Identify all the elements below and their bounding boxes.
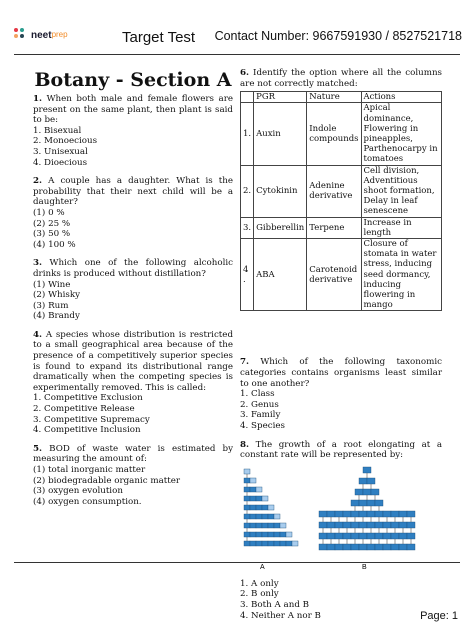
- cell: [256, 523, 262, 528]
- cell: [351, 544, 359, 550]
- cell: [250, 541, 256, 546]
- cell: [367, 478, 375, 484]
- question-stem: Identify the option where all the columns are not correctly matched:: [240, 68, 443, 89]
- table-cell: Closure of stomata in water stress, inducing seed dormancy, inducing flowering in mango: [361, 239, 441, 311]
- question-stem: A couple has a daughter. What is the probability that their next child will be a daughter?: [33, 176, 233, 208]
- table-cell: 3.: [241, 217, 254, 238]
- option[interactable]: 4. Competitive Inclusion: [33, 425, 141, 436]
- option[interactable]: 2. Competitive Release: [33, 404, 135, 415]
- cell: [383, 522, 391, 528]
- figure-b-label: B: [362, 563, 367, 571]
- cell: [407, 511, 415, 517]
- question-8: [240, 440, 442, 622]
- cell: [367, 533, 375, 539]
- cell: [256, 496, 262, 501]
- cell: [244, 505, 250, 510]
- question-number: 7.: [240, 357, 250, 368]
- table-cell: Gibberellin: [254, 217, 307, 238]
- cell: [399, 533, 407, 539]
- cell: [343, 522, 351, 528]
- cell: [262, 532, 268, 537]
- option[interactable]: (4) 100 %: [33, 239, 76, 250]
- cell: [375, 522, 383, 528]
- table-cell: 2.: [241, 165, 254, 217]
- cell: [327, 544, 335, 550]
- cell: [268, 541, 274, 546]
- contact-number: Contact Number: 9667591930 / 8527521718: [214, 29, 462, 43]
- option[interactable]: (1) 0 %: [33, 207, 65, 218]
- cell: [244, 541, 250, 546]
- option[interactable]: 4. Species: [240, 421, 285, 432]
- table-header: PGR: [254, 92, 307, 103]
- table-cell: 1.: [241, 103, 254, 165]
- cell: [327, 522, 335, 528]
- question-7: [240, 357, 442, 431]
- table-row: [241, 239, 442, 311]
- cell: [262, 496, 268, 501]
- question-number: 3.: [33, 258, 43, 269]
- option[interactable]: 2. Monoecious: [33, 136, 98, 147]
- option[interactable]: 4. Neither A nor B: [240, 610, 321, 621]
- cell: [262, 541, 268, 546]
- table-cell: Cell division, Adventitious shoot formation, Delay in leaf senescene: [361, 165, 441, 217]
- logo-text: neet$^{prep}$: [31, 29, 68, 41]
- table-row: [241, 103, 442, 165]
- question-number: 8.: [240, 439, 250, 450]
- cell: [319, 544, 327, 550]
- option[interactable]: 3. Unisexual: [33, 146, 88, 157]
- left-column: [33, 68, 233, 515]
- cell: [250, 505, 256, 510]
- cell: [399, 511, 407, 517]
- question-stem: Which of the following taxonomic categories contains organisms least similar to one another?: [240, 357, 442, 389]
- option[interactable]: (1) Wine: [33, 279, 71, 290]
- question-2: [33, 176, 233, 250]
- footer-divider: [14, 562, 460, 563]
- table-header: Actions: [361, 92, 441, 103]
- table-cell: Increase in length: [361, 217, 441, 238]
- option[interactable]: (4) Brandy: [33, 311, 80, 322]
- question-number: 4.: [33, 329, 43, 340]
- option[interactable]: 3. Family: [240, 410, 281, 421]
- cell: [351, 500, 359, 506]
- cell: [262, 523, 268, 528]
- cell: [335, 511, 343, 517]
- cell: [327, 511, 335, 517]
- cell: [286, 532, 292, 537]
- option[interactable]: 1. Class: [240, 389, 275, 400]
- cell: [244, 496, 250, 501]
- question-number: 6.: [240, 68, 250, 78]
- section-title: Botany - Section A: [34, 69, 232, 91]
- table-cell: ABA: [254, 239, 307, 311]
- cell: [359, 500, 367, 506]
- table-cell: Terpene: [307, 217, 361, 238]
- cell: [244, 523, 250, 528]
- cell: [363, 467, 371, 473]
- cell: [391, 544, 399, 550]
- question-stem: BOD of waste water is estimated by measuring the amount of:: [33, 443, 233, 465]
- cell: [407, 533, 415, 539]
- option[interactable]: 2. Genus: [240, 399, 279, 410]
- option[interactable]: (1) total inorganic matter: [33, 465, 146, 475]
- option[interactable]: (2) Whisky: [33, 290, 81, 301]
- cell: [363, 489, 371, 495]
- cell: [250, 478, 256, 483]
- cell: [244, 469, 250, 474]
- cell: [351, 522, 359, 528]
- question-stem: When both male and female flowers are present on the same plant, then plant is said to be:: [33, 94, 234, 126]
- table-header-row: [241, 92, 442, 103]
- cell: [256, 541, 262, 546]
- option[interactable]: (3) oxygen evolution: [33, 486, 123, 497]
- option[interactable]: (4) oxygen consumption.: [33, 496, 142, 507]
- cell: [268, 514, 274, 519]
- figure-a-label: A: [260, 563, 265, 571]
- cell: [280, 532, 286, 537]
- question-number: 2.: [33, 176, 43, 187]
- cell: [250, 496, 256, 501]
- question-stem: Which one of the following alcoholic drinks is produced without distillation?: [33, 258, 233, 279]
- cell: [375, 511, 383, 517]
- cell: [391, 522, 399, 528]
- cell: [399, 544, 407, 550]
- cell: [244, 532, 250, 537]
- option[interactable]: 3. Competitive Supremacy: [33, 414, 150, 425]
- cell: [367, 544, 375, 550]
- cell: [280, 541, 286, 546]
- page-number: Page: 1: [420, 610, 458, 622]
- test-title: Target Test: [122, 29, 196, 46]
- header-divider: [14, 54, 460, 55]
- cell: [268, 523, 274, 528]
- cell: [327, 533, 335, 539]
- cell: [335, 533, 343, 539]
- cell: [274, 523, 280, 528]
- cell: [256, 487, 262, 492]
- cell: [343, 511, 351, 517]
- question-4: [33, 330, 233, 436]
- cell: [319, 533, 327, 539]
- question-6: [240, 68, 442, 311]
- question-stem: A species whose distribution is restricted to a small geographical area because of the presence of a competitively superior species is found to expand its distributional range dramatically when the competing species is experimentally removed. This is called:: [33, 329, 233, 393]
- cell: [280, 523, 286, 528]
- cell: [391, 511, 399, 517]
- right-column: [240, 68, 442, 629]
- table-header: [241, 92, 254, 103]
- cell: [319, 511, 327, 517]
- question-3: [33, 258, 233, 322]
- cell: [335, 544, 343, 550]
- cell: [244, 514, 250, 519]
- cell: [256, 532, 262, 537]
- cell: [375, 544, 383, 550]
- cell: [399, 522, 407, 528]
- figure-b: [319, 467, 415, 550]
- cell: [359, 478, 367, 484]
- option[interactable]: (2) 25 %: [33, 218, 71, 229]
- page-header: [0, 0, 474, 58]
- cell: [383, 533, 391, 539]
- option[interactable]: 1. Bisexual: [33, 125, 82, 136]
- cell: [335, 522, 343, 528]
- cell: [383, 544, 391, 550]
- cell: [391, 533, 399, 539]
- table-cell: Cytokinin: [254, 165, 307, 217]
- cell: [256, 505, 262, 510]
- cell: [359, 533, 367, 539]
- cell: [319, 522, 327, 528]
- cell: [343, 533, 351, 539]
- table-cell: Adenine derivative: [307, 165, 361, 217]
- cell: [359, 544, 367, 550]
- table-row: [241, 217, 442, 238]
- question-5: [33, 444, 233, 508]
- question-number: 5.: [33, 443, 43, 454]
- cell: [268, 505, 274, 510]
- cell: [407, 544, 415, 550]
- table-cell: Carotenoid derivative: [307, 239, 361, 311]
- figure-a: [244, 469, 298, 546]
- table-cell: Apical dominance, Flowering in pineapples, Parthenocarpy in tomatoes: [361, 103, 441, 165]
- logo-dots-icon: [14, 28, 28, 42]
- option[interactable]: 1. A only: [240, 578, 279, 589]
- cell: [256, 514, 262, 519]
- cell: [359, 511, 367, 517]
- option[interactable]: (3) 50 %: [33, 229, 71, 240]
- option[interactable]: 3. Both A and B: [240, 599, 310, 610]
- root-growth-figure: [240, 465, 442, 573]
- table-cell: 4 .: [241, 239, 254, 311]
- option[interactable]: (2) biodegradable organic matter: [33, 475, 181, 486]
- cell: [371, 489, 379, 495]
- table-cell: Auxin: [254, 103, 307, 165]
- cell: [375, 500, 383, 506]
- cell: [274, 532, 280, 537]
- cell: [343, 544, 351, 550]
- cell: [351, 511, 359, 517]
- cell: [262, 514, 268, 519]
- cell: [367, 500, 375, 506]
- cell: [286, 541, 292, 546]
- cell: [244, 478, 250, 483]
- cell: [351, 533, 359, 539]
- table-cell: Indole compounds: [307, 103, 361, 165]
- neetprep-logo: [14, 28, 68, 42]
- question-stem: The growth of a root elongating at a constant rate will be represented by:: [240, 439, 442, 461]
- cell: [367, 522, 375, 528]
- cell: [407, 522, 415, 528]
- question-1: [33, 94, 233, 168]
- table-row: [241, 165, 442, 217]
- cell: [250, 487, 256, 492]
- table-header: Nature: [307, 92, 361, 103]
- root-growth-diagram: [240, 465, 442, 573]
- cell: [375, 533, 383, 539]
- cell: [292, 541, 298, 546]
- cell: [359, 522, 367, 528]
- option[interactable]: (3) Rum: [33, 300, 69, 311]
- cell: [268, 532, 274, 537]
- option[interactable]: 1. Competitive Exclusion: [33, 393, 143, 404]
- option[interactable]: 2. B only: [240, 589, 279, 600]
- cell: [367, 511, 375, 517]
- cell: [383, 511, 391, 517]
- question-number: 1.: [33, 94, 43, 104]
- cell: [250, 514, 256, 519]
- cell: [244, 487, 250, 492]
- cell: [355, 489, 363, 495]
- cell: [250, 523, 256, 528]
- pgr-table: [240, 91, 442, 311]
- option[interactable]: 4. Dioecious: [33, 157, 88, 168]
- cell: [262, 505, 268, 510]
- cell: [250, 532, 256, 537]
- cell: [274, 514, 280, 519]
- cell: [274, 541, 280, 546]
